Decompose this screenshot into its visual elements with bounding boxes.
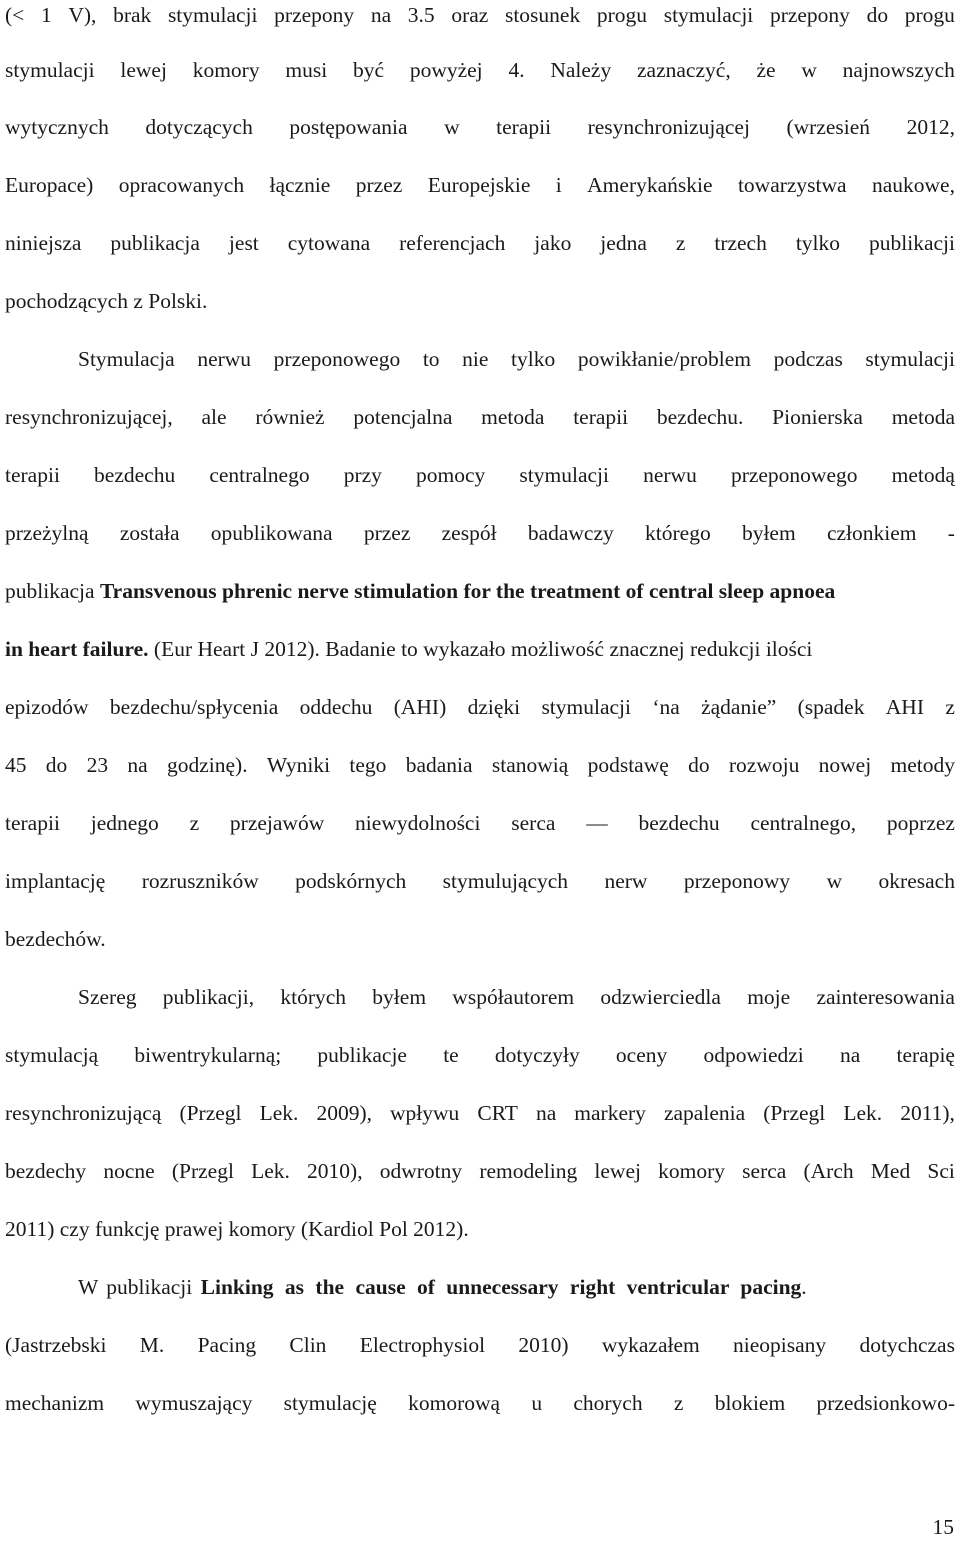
word: epizodów <box>5 695 89 719</box>
word: łącznie <box>269 173 331 197</box>
word: najnowszych <box>842 58 955 82</box>
word: 2009), <box>316 1101 372 1125</box>
word: w <box>826 869 843 893</box>
text-line-19 <box>5 1040 955 1070</box>
word: tego <box>349 753 387 777</box>
line-suffix: . <box>801 1275 807 1299</box>
word: (Przegl <box>179 1101 242 1125</box>
word: których <box>280 985 347 1009</box>
word: M. <box>139 1333 165 1357</box>
word: na <box>839 1043 861 1067</box>
word: na <box>535 1101 557 1125</box>
word: nerw <box>604 869 648 893</box>
word: nocne <box>103 1159 155 1183</box>
word: 45 <box>5 753 27 777</box>
word: oraz <box>451 3 489 27</box>
text-line-14 <box>5 750 955 780</box>
word: dzięki <box>467 695 521 719</box>
word: poprzez <box>886 811 955 835</box>
word: bezdechy <box>5 1159 87 1183</box>
word: publikacji <box>869 231 955 255</box>
text-line-15 <box>5 808 955 838</box>
word: 1 <box>40 3 52 27</box>
text-line-22: 2011) czy funkcję prawej komory (Kardiol Pol 2012). <box>5 1217 469 1241</box>
word: centralnego <box>209 463 310 487</box>
word: niniejsza <box>5 231 82 255</box>
word: w <box>444 115 460 139</box>
word: biwentrykularną; <box>134 1043 282 1067</box>
word: u <box>531 1391 543 1415</box>
word: zespół <box>441 521 497 545</box>
word: współautorem <box>452 985 575 1009</box>
word: oddechu <box>299 695 373 719</box>
word: nerwu <box>643 463 697 487</box>
text-line-6: pochodzących z Polski. <box>5 289 208 313</box>
text-line-9 <box>5 460 955 490</box>
word: stymulacji <box>541 695 632 719</box>
word: nerwu <box>197 347 252 371</box>
word: 2012, <box>906 115 955 139</box>
word: jednego <box>90 811 159 835</box>
word: stosunek <box>504 3 581 27</box>
word: podstawę <box>587 753 669 777</box>
word: Amerykańskie <box>587 173 713 197</box>
word: stymulacji <box>663 3 754 27</box>
word: potencjalna <box>353 405 453 429</box>
word: Electrophysiol <box>359 1333 486 1357</box>
word: z <box>945 695 955 719</box>
word: byłem <box>372 985 427 1009</box>
word: wykazałem <box>601 1333 700 1357</box>
word: dotychczas <box>859 1333 955 1357</box>
word: została <box>119 521 180 545</box>
text-line-17: bezdechów. <box>5 927 106 951</box>
word: pomocy <box>416 463 486 487</box>
word: V), <box>68 3 97 27</box>
word: — <box>586 811 608 835</box>
word: którego <box>645 521 711 545</box>
word: (AHI) <box>393 695 447 719</box>
word: (Przegl <box>171 1159 234 1183</box>
word: tylko <box>795 231 841 255</box>
word: rozruszników <box>141 869 259 893</box>
word: stymulacją <box>5 1043 99 1067</box>
word: żądanie” <box>701 695 777 719</box>
line-suffix: (Eur Heart J 2012). Badanie to wykazało możliwość znacznej redukcji ilości <box>148 637 813 661</box>
text-line-20 <box>5 1098 955 1128</box>
word: bezdechu <box>94 463 176 487</box>
word: postępowania <box>289 115 408 139</box>
word: remodeling <box>479 1159 578 1183</box>
text-line-16 <box>5 866 955 896</box>
word: publikacje <box>317 1043 407 1067</box>
word: 4. <box>508 58 525 82</box>
word: terapii <box>5 463 60 487</box>
word: publikacji, <box>162 985 255 1009</box>
word: na <box>127 753 148 777</box>
text-line-23 <box>78 1272 955 1302</box>
word: z <box>673 1391 684 1415</box>
word: z <box>189 811 200 835</box>
word: te <box>443 1043 459 1067</box>
word: jest <box>228 231 259 255</box>
word: serca <box>742 1159 787 1183</box>
word: resynchronizującej <box>587 115 750 139</box>
word: przy <box>343 463 382 487</box>
word: przedsionkowo- <box>816 1391 955 1415</box>
word: podskórnych <box>295 869 407 893</box>
word: terapię <box>896 1043 955 1067</box>
word: badania <box>405 753 473 777</box>
word: ‘na <box>652 695 680 719</box>
word: (Jastrzebski <box>5 1333 107 1357</box>
word: blokiem <box>714 1391 786 1415</box>
word: Lek. <box>843 1101 883 1125</box>
text-line-25 <box>5 1388 955 1418</box>
word: przejawów <box>229 811 325 835</box>
word: Lek. <box>259 1101 299 1125</box>
word: byłem <box>741 521 796 545</box>
word: przeżylną <box>5 521 89 545</box>
word: dotyczyły <box>494 1043 580 1067</box>
word: opublikowana <box>210 521 333 545</box>
word: zainteresowania <box>816 985 955 1009</box>
word: okresach <box>878 869 955 893</box>
word: lewej <box>120 58 167 82</box>
text-line-24 <box>5 1330 955 1360</box>
word: Wyniki <box>266 753 331 777</box>
word: progu <box>904 3 955 27</box>
word: przez <box>363 521 411 545</box>
word: (< <box>5 3 25 27</box>
word: przepony <box>274 3 355 27</box>
word: stymulacji <box>5 58 95 82</box>
word: Europace) <box>5 173 94 197</box>
word: CRT <box>477 1101 518 1125</box>
word: Pacing <box>197 1333 257 1357</box>
publication-title-bold-end: in heart failure. <box>5 637 149 661</box>
text-line-13 <box>5 692 955 722</box>
word: przeponowy <box>683 869 791 893</box>
word: (wrzesień <box>786 115 871 139</box>
word: badawczy <box>527 521 614 545</box>
word: 2010), <box>307 1159 363 1183</box>
word: dotyczących <box>145 115 253 139</box>
word: 2010) <box>518 1333 569 1357</box>
word: stanowią <box>491 753 569 777</box>
word: metody <box>890 753 955 777</box>
word: 23 <box>86 753 109 777</box>
word: wytycznych <box>5 115 109 139</box>
word: w <box>801 58 817 82</box>
word: progu <box>596 3 648 27</box>
publication-title-bold: Linking as the cause of unnecessary right ventricular pacing <box>200 1275 802 1299</box>
word: naukowe, <box>871 173 955 197</box>
word: referencjach <box>399 231 506 255</box>
line-prefix: W publikacji <box>78 1275 201 1299</box>
word: przez <box>355 173 403 197</box>
text-line-12 <box>5 634 955 664</box>
word: Szereg <box>78 985 137 1009</box>
word: Sci <box>927 1159 955 1183</box>
word: członkiem <box>826 521 917 545</box>
word: Clin <box>289 1333 327 1357</box>
word: centralnego, <box>750 811 857 835</box>
word: (Przegl <box>763 1101 826 1125</box>
word: komory <box>192 58 260 82</box>
word: - <box>947 521 955 545</box>
word: trzech <box>714 231 767 255</box>
word: do <box>688 753 710 777</box>
text-line-3 <box>5 112 955 142</box>
word: stymulacji <box>865 347 955 371</box>
word: niewydolności <box>355 811 481 835</box>
word: lewej <box>594 1159 641 1183</box>
text-line-2 <box>5 55 955 85</box>
word: również <box>255 405 325 429</box>
word: Stymulacja <box>78 347 175 371</box>
word: jedna <box>600 231 647 255</box>
word: przeponowego <box>730 463 858 487</box>
word: zaznaczyć, <box>637 58 731 82</box>
word: odwrotny <box>379 1159 463 1183</box>
word: terapii <box>573 405 629 429</box>
text-line-10 <box>5 518 955 548</box>
word: być <box>352 58 385 82</box>
word: godzinę). <box>166 753 248 777</box>
word: komory <box>658 1159 726 1183</box>
word: resynchronizującej, <box>5 405 173 429</box>
word: musi <box>285 58 328 82</box>
word: stymulujących <box>442 869 569 893</box>
word: oceny <box>615 1043 668 1067</box>
word: odpowiedzi <box>703 1043 804 1067</box>
word: stymulację <box>283 1391 377 1415</box>
word: z <box>675 231 686 255</box>
word: Lek. <box>251 1159 290 1183</box>
word: i <box>555 173 562 197</box>
text-line-1 <box>5 0 955 30</box>
word: Europejskie <box>427 173 531 197</box>
word: stymulacji <box>167 3 258 27</box>
word: nowej <box>818 753 872 777</box>
word: towarzystwa <box>737 173 847 197</box>
word: moje <box>747 985 791 1009</box>
text-line-18 <box>78 982 955 1012</box>
word: że <box>756 58 776 82</box>
word: ale <box>201 405 227 429</box>
page-number: 15 <box>932 1515 954 1539</box>
word: Med <box>870 1159 911 1183</box>
word: 3.5 <box>407 3 435 27</box>
word: AHI <box>885 695 924 719</box>
word: nie <box>462 347 489 371</box>
word: terapii <box>5 811 60 835</box>
publication-title-bold: Transvenous phrenic nerve stimulation for the treatment of central sleep apnoea <box>99 579 836 603</box>
word: cytowana <box>287 231 371 255</box>
word: (spadek <box>797 695 865 719</box>
word: odzwierciedla <box>600 985 721 1009</box>
word: powikłanie/problem <box>577 347 751 371</box>
word: markery <box>574 1101 646 1125</box>
word: jako <box>534 231 572 255</box>
word: implantację <box>5 869 106 893</box>
word: bezdechu <box>638 811 720 835</box>
word: metoda <box>891 405 955 429</box>
word: stymulacji <box>519 463 609 487</box>
word: metoda <box>481 405 545 429</box>
word: przepony <box>769 3 850 27</box>
word: tylko <box>511 347 556 371</box>
text-line-4 <box>5 170 955 200</box>
word: terapii <box>496 115 552 139</box>
word: do <box>866 3 889 27</box>
word: rozwoju <box>728 753 800 777</box>
word: 2011), <box>900 1101 955 1125</box>
word: wymuszający <box>135 1391 253 1415</box>
word: komorową <box>408 1391 501 1415</box>
word: bezdechu. <box>656 405 744 429</box>
word: do <box>45 753 68 777</box>
text-line-5 <box>5 228 955 258</box>
word: wpływu <box>390 1101 460 1125</box>
word: powyżej <box>409 58 483 82</box>
word: Należy <box>550 58 612 82</box>
text-line-21 <box>5 1156 955 1186</box>
text-line-7 <box>78 344 955 374</box>
word: (Arch <box>803 1159 854 1183</box>
word: to <box>422 347 440 371</box>
word: publikacja <box>110 231 200 255</box>
word: resynchronizującą <box>5 1101 162 1125</box>
word: zapalenia <box>663 1101 746 1125</box>
word: nieopisany <box>733 1333 827 1357</box>
word: Pionierska <box>772 405 863 429</box>
text-line-8 <box>5 402 955 432</box>
word: bezdechu/spłycenia <box>109 695 279 719</box>
word: na <box>370 3 392 27</box>
word: przeponowego <box>273 347 401 371</box>
word: podczas <box>773 347 843 371</box>
line-prefix: publikacja <box>5 579 100 603</box>
word: brak <box>113 3 152 27</box>
word: metodą <box>891 463 955 487</box>
word: serca <box>511 811 556 835</box>
word: mechanizm <box>5 1391 105 1415</box>
text-line-11 <box>5 576 955 606</box>
word: chorych <box>573 1391 643 1415</box>
word: opracowanych <box>118 173 245 197</box>
